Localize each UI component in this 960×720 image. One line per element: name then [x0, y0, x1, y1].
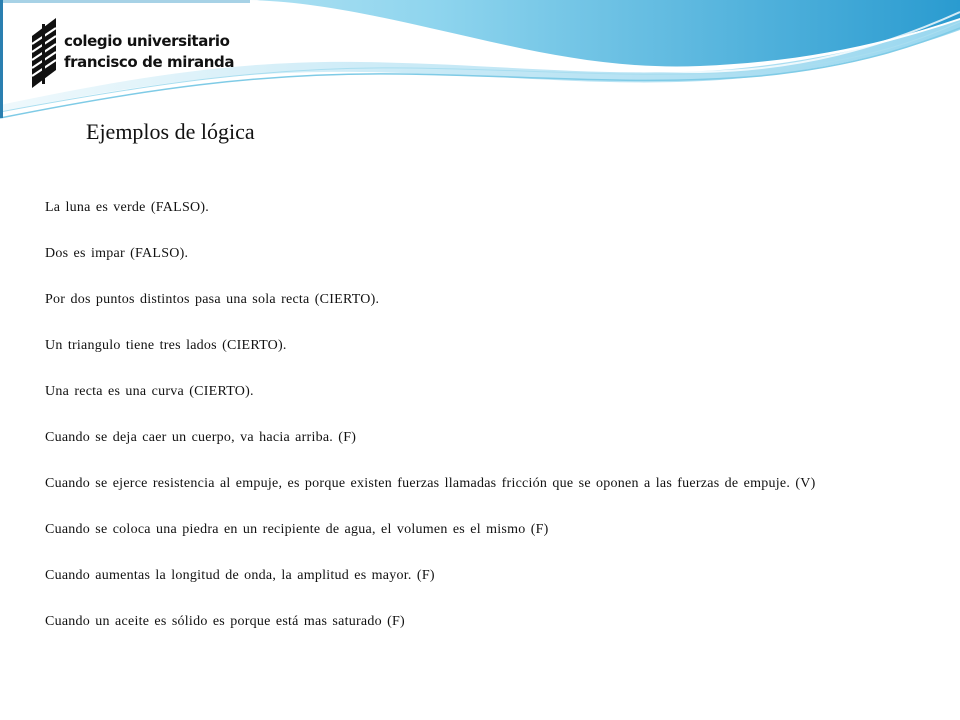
example-item: Cuando se deja caer un cuerpo, va hacia arriba. (F) — [45, 430, 357, 445]
examples-list — [45, 198, 816, 658]
college-name-line1: colegio universitario — [64, 32, 230, 50]
example-item: Un triangulo tiene tres lados (CIERTO). — [45, 338, 287, 353]
example-item: Por dos puntos distintos pasa una sola recta (CIERTO). — [45, 292, 380, 307]
example-item: Una recta es una curva (CIERTO). — [45, 384, 254, 399]
example-item: Dos es impar (FALSO). — [45, 246, 189, 261]
example-item: Cuando aumentas la longitud de onda, la amplitud es mayor. (F) — [45, 568, 435, 583]
example-item: Cuando se coloca una piedra en un recipiente de agua, el volumen es el mismo (F) — [45, 522, 549, 537]
example-item: La luna es verde (FALSO). — [45, 200, 210, 215]
college-logo — [30, 18, 235, 90]
example-item: Cuando se ejerce resistencia al empuje, es porque existen fuerzas llamadas fricción que se oponen a las fuerzas de empuje. (V) — [45, 476, 816, 491]
college-logo-mark-icon — [30, 18, 58, 88]
slide-title: Ejemplos de lógica — [86, 119, 255, 144]
college-name-line2: francisco de miranda — [64, 53, 235, 71]
example-item: Cuando un aceite es sólido es porque está mas saturado (F) — [45, 614, 405, 629]
